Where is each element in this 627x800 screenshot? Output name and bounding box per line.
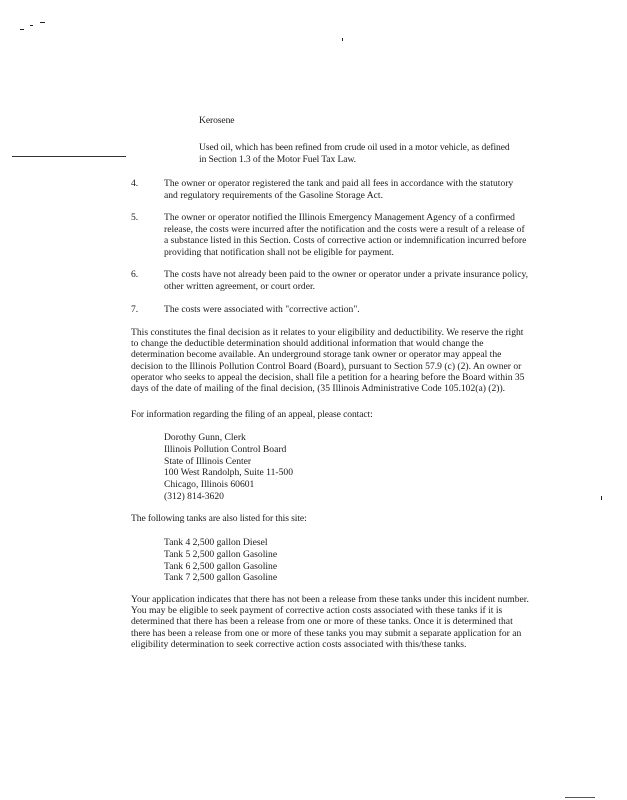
scan-speck — [40, 22, 45, 23]
criterion-text: The costs have not already been paid to the owner or operator under a private insurance policy, other written agreement, or court order. — [164, 269, 529, 292]
contact-building: State of Illinois Center — [164, 456, 252, 467]
criterion-number: 7. — [131, 304, 139, 315]
appeal-intro: For information regarding the filing of an appeal, please contact: — [131, 409, 373, 420]
scan-speck — [20, 29, 24, 30]
used-oil-item-line2: in Section 1.3 of the Motor Fuel Tax Law. — [199, 154, 356, 165]
criterion-number: 4. — [131, 178, 139, 189]
tank-item: Tank 7 2,500 gallon Gasoline — [164, 572, 278, 583]
criterion-number: 5. — [131, 212, 139, 223]
tank-item: Tank 5 2,500 gallon Gasoline — [164, 549, 278, 560]
scan-speck — [565, 797, 595, 798]
criterion-number: 6. — [131, 269, 139, 280]
tank-item: Tank 4 2,500 gallon Diesel — [164, 537, 268, 548]
margin-rule — [12, 156, 126, 157]
contact-street: 100 West Randolph, Suite 11-500 — [164, 467, 294, 478]
kerosene-item: Kerosene — [199, 115, 235, 126]
closing-paragraph: Your application indicates that there has not been a release from these tanks under this incident number. You may be eligible to seek payment of corrective action costs associated with these tanks if it is determined that there has been a release from one or more of these tanks. Once it is determined that there has been a release from one or more of these tanks you may submit a separate application for an eligibility determination to seek corrective action costs associated with this/these tanks. — [131, 594, 529, 650]
contact-phone: (312) 814-3620 — [164, 491, 224, 502]
scan-speck — [601, 496, 602, 500]
tanks-intro: The following tanks are also listed for this site: — [131, 513, 307, 524]
decision-paragraph: This constitutes the final decision as it relates to your eligibility and deductibility. We reserve the right to change the deductible determination should additional information that would change the determination become available. An underground storage tank owner or operator may appeal the decision to the Illinois Pollution Control Board (Board), pursuant to Section 57.9 (c) (2). An owner or operator who seeks to appeal the decision, shall file a petition for a hearing before the Board within 35 days of the date of mailing of the final decision, (35 Illinois Administrative Code 105.102(a) (2)). — [131, 327, 525, 395]
criterion-text: The costs were associated with "corrective action". — [164, 304, 360, 315]
contact-city: Chicago, Illinois 60601 — [164, 479, 255, 490]
contact-org: Illinois Pollution Control Board — [164, 444, 287, 455]
scan-speck — [30, 25, 33, 26]
criterion-text: The owner or operator notified the Illinois Emergency Management Agency of a confirmed release, the costs were incurred after the notification and the costs were a result of a release of a substance listed in this Section. Costs of corrective action or indemnification incurred before providing that notification shall not be eligible for payment. — [164, 212, 527, 258]
contact-name: Dorothy Gunn, Clerk — [164, 432, 246, 443]
criterion-text: The owner or operator registered the tank and paid all fees in accordance with the statutory and regulatory requirements of the Gasoline Storage Act. — [164, 178, 514, 201]
tank-item: Tank 6 2,500 gallon Gasoline — [164, 561, 278, 572]
scan-speck — [342, 38, 343, 41]
used-oil-item-line1: Used oil, which has been refined from crude oil used in a motor vehicle, as defined — [199, 142, 510, 153]
